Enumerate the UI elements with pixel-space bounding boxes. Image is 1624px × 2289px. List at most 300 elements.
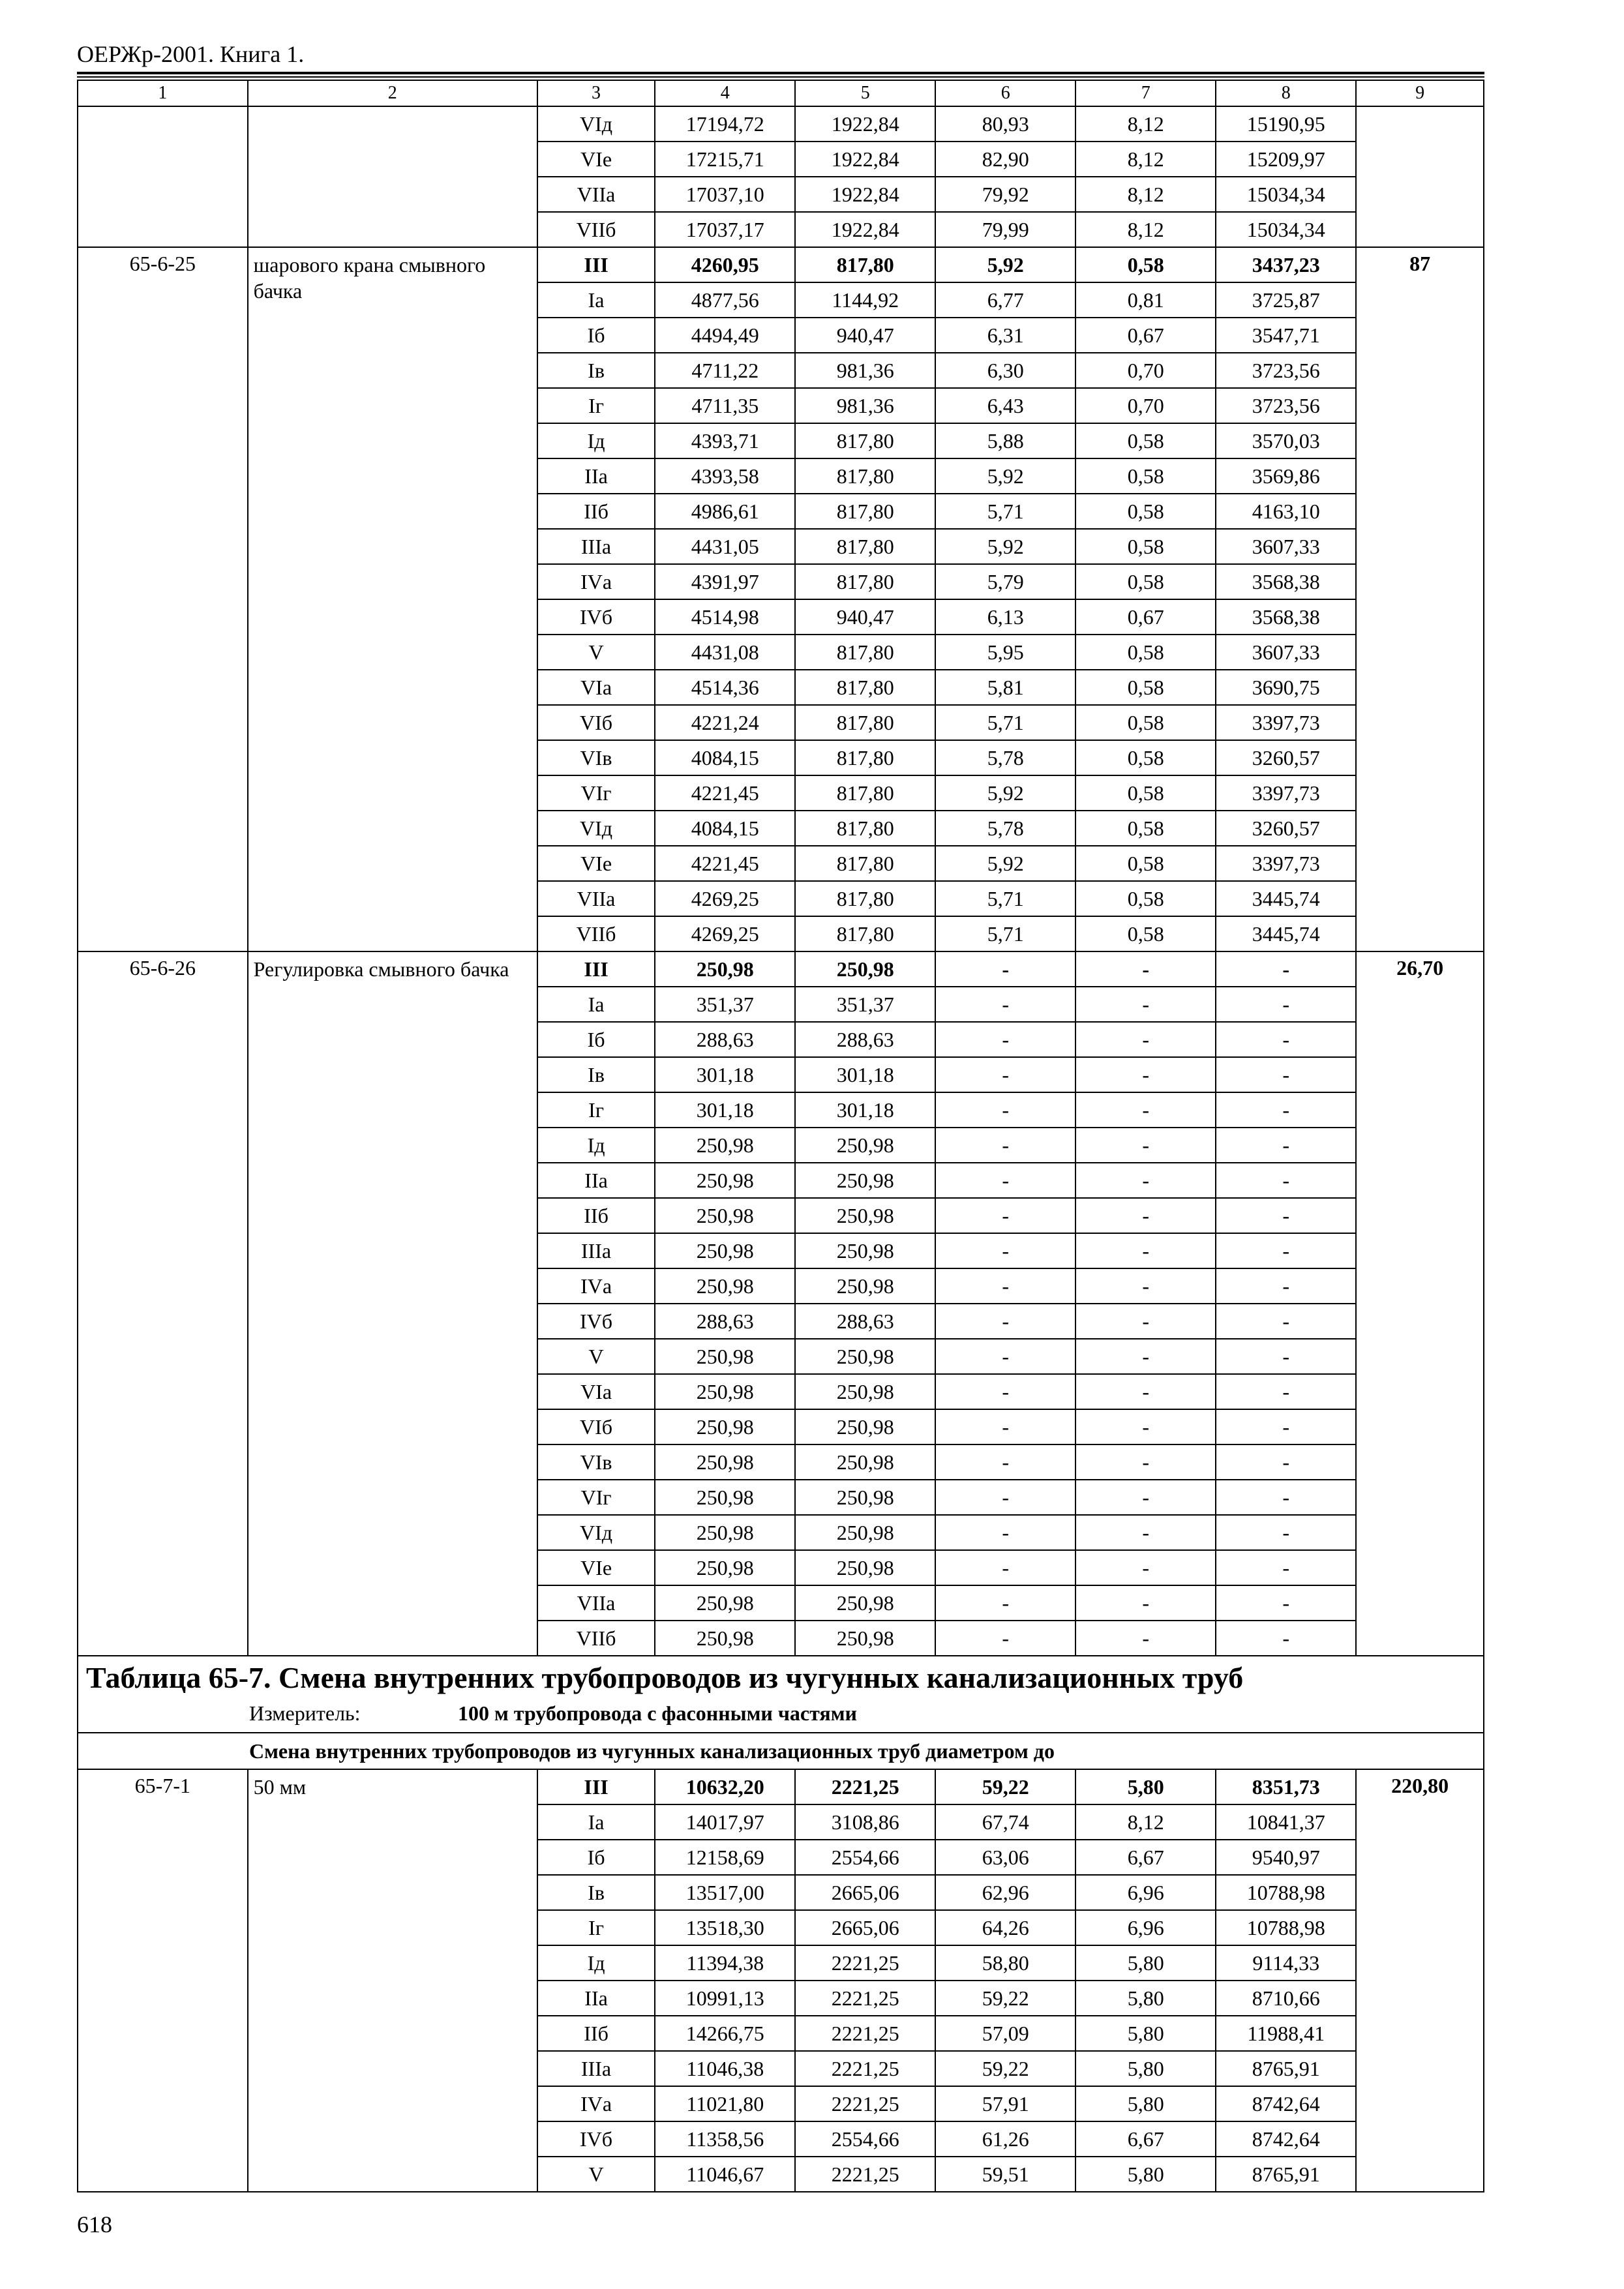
table-row [78, 951, 1484, 987]
value-cell: 4431,05 [655, 529, 795, 564]
value-cell: 250,98 [655, 1268, 795, 1304]
value-cell: 250,98 [795, 1128, 935, 1163]
zone-cell: VIIа [537, 881, 655, 916]
zone-cell: VIв [537, 740, 655, 775]
value-cell: 4221,24 [655, 705, 795, 740]
value-cell: - [935, 1304, 1075, 1339]
value-cell: 15190,95 [1216, 106, 1356, 142]
value-cell: 250,98 [655, 1374, 795, 1409]
value-cell: 817,80 [795, 740, 935, 775]
value-cell: 1922,84 [795, 142, 935, 177]
value-cell: 3569,86 [1216, 458, 1356, 494]
value-cell: 4711,35 [655, 388, 795, 423]
value-cell: 8,12 [1075, 177, 1216, 212]
zone-cell: Iв [537, 1057, 655, 1092]
value-cell: 3397,73 [1216, 846, 1356, 881]
value-cell: 3570,03 [1216, 423, 1356, 458]
value-cell: - [1216, 987, 1356, 1022]
value-cell: 5,92 [935, 458, 1075, 494]
value-cell: 3568,38 [1216, 599, 1356, 635]
value-cell: - [935, 1233, 1075, 1268]
value-cell: 981,36 [795, 388, 935, 423]
value-cell: 3690,75 [1216, 670, 1356, 705]
value-cell: 0,58 [1075, 564, 1216, 599]
value-cell: 3445,74 [1216, 881, 1356, 916]
subtitle: Смена внутренних трубопроводов из чугунных канализационных труб диаметром до [78, 1733, 1484, 1769]
zone-cell: VIе [537, 846, 655, 881]
zone-cell: Iг [537, 388, 655, 423]
value-cell: 4221,45 [655, 846, 795, 881]
value-cell: 0,58 [1075, 881, 1216, 916]
value-cell: 4431,08 [655, 635, 795, 670]
zone-cell: VIIа [537, 1585, 655, 1621]
value-cell: 2221,25 [795, 2157, 935, 2192]
zone-cell: VIа [537, 670, 655, 705]
value-cell: - [1075, 1022, 1216, 1057]
value-cell: 4393,58 [655, 458, 795, 494]
value-cell: - [1216, 1621, 1356, 1656]
value-cell: 5,88 [935, 423, 1075, 458]
value-cell: 250,98 [795, 1444, 935, 1480]
value-cell: - [1075, 1339, 1216, 1374]
zone-cell: VIе [537, 1550, 655, 1585]
value-cell: 3723,56 [1216, 353, 1356, 388]
value-cell: 1922,84 [795, 212, 935, 247]
value-cell: 2665,06 [795, 1910, 935, 1945]
zone-cell: III [537, 247, 655, 282]
value-cell: 250,98 [795, 1198, 935, 1233]
value-cell: 11021,80 [655, 2086, 795, 2121]
value-cell: - [935, 1585, 1075, 1621]
value-cell: 250,98 [795, 1621, 935, 1656]
value-cell: 817,80 [795, 916, 935, 951]
value-cell: 0,58 [1075, 494, 1216, 529]
zone-cell: Iа [537, 987, 655, 1022]
zone-cell: Iв [537, 353, 655, 388]
value-cell: - [935, 1092, 1075, 1128]
value-cell: - [1216, 1057, 1356, 1092]
value-cell: 981,36 [795, 353, 935, 388]
value-cell: 0,58 [1075, 423, 1216, 458]
value-cell: 817,80 [795, 564, 935, 599]
value-cell: 59,22 [935, 1769, 1075, 1804]
value-cell: 817,80 [795, 247, 935, 282]
value-cell: 288,63 [795, 1022, 935, 1057]
zone-cell: Iг [537, 1092, 655, 1128]
value-cell: - [935, 951, 1075, 987]
value-cell: 817,80 [795, 670, 935, 705]
measure-line [86, 1701, 1483, 1726]
value-cell: - [1216, 951, 1356, 987]
value-cell: 6,67 [1075, 1840, 1216, 1875]
value-cell: 250,98 [795, 1268, 935, 1304]
value-cell: 14266,75 [655, 2016, 795, 2051]
value-cell: - [1075, 1550, 1216, 1585]
value-cell: 3397,73 [1216, 775, 1356, 811]
header-rule-thin [77, 76, 1484, 78]
rates-table [77, 80, 1484, 2192]
page-number: 618 [77, 2211, 112, 2237]
value-cell: 817,80 [795, 529, 935, 564]
value-cell: - [1075, 1304, 1216, 1339]
value-cell: 64,26 [935, 1910, 1075, 1945]
value-cell: - [1075, 987, 1216, 1022]
value-cell: 250,98 [795, 951, 935, 987]
value-cell: 8,12 [1075, 142, 1216, 177]
zone-cell: IIIа [537, 529, 655, 564]
value-cell: 351,37 [795, 987, 935, 1022]
value-cell: - [1075, 1057, 1216, 1092]
zone-cell: VIIб [537, 212, 655, 247]
value-cell: - [1216, 1092, 1356, 1128]
value-cell: 59,51 [935, 2157, 1075, 2192]
value-cell: 80,93 [935, 106, 1075, 142]
value-cell: - [1075, 1621, 1216, 1656]
value-cell: 61,26 [935, 2121, 1075, 2157]
value-cell: 3260,57 [1216, 740, 1356, 775]
value-cell: 250,98 [795, 1233, 935, 1268]
zone-cell: IIа [537, 458, 655, 494]
value-cell: 0,58 [1075, 811, 1216, 846]
value-cell: 817,80 [795, 494, 935, 529]
value-cell: - [1075, 951, 1216, 987]
value-cell: 4514,36 [655, 670, 795, 705]
value-cell: - [1075, 1374, 1216, 1409]
value-cell: 10632,20 [655, 1769, 795, 1804]
value-cell: - [935, 1022, 1075, 1057]
value-cell: 5,79 [935, 564, 1075, 599]
value-cell: 8765,91 [1216, 2157, 1356, 2192]
value-cell: 12158,69 [655, 1840, 795, 1875]
column-number: 1 [78, 80, 248, 106]
value-cell: 8351,73 [1216, 1769, 1356, 1804]
value-cell: 6,96 [1075, 1910, 1216, 1945]
value-cell: 15034,34 [1216, 212, 1356, 247]
zone-cell: VIг [537, 1480, 655, 1515]
zone-cell: VIв [537, 1444, 655, 1480]
value-cell: 2221,25 [795, 2086, 935, 2121]
zone-cell: Iг [537, 1910, 655, 1945]
value-cell: 58,80 [935, 1945, 1075, 1981]
value-cell: 6,67 [1075, 2121, 1216, 2157]
value-cell: 250,98 [655, 1128, 795, 1163]
value-cell: 63,06 [935, 1840, 1075, 1875]
value-cell: 10788,98 [1216, 1875, 1356, 1910]
value-cell: - [1075, 1480, 1216, 1515]
value-cell: 0,70 [1075, 388, 1216, 423]
value-cell: 817,80 [795, 705, 935, 740]
table-title-cell [78, 1656, 1484, 1733]
name-cell: 50 мм [248, 1769, 537, 2192]
value-cell: 288,63 [655, 1304, 795, 1339]
value-cell: 4269,25 [655, 916, 795, 951]
value-cell: 301,18 [795, 1057, 935, 1092]
column-number: 8 [1216, 80, 1356, 106]
value-cell: 817,80 [795, 881, 935, 916]
value-cell: 301,18 [655, 1092, 795, 1128]
zone-cell: Iд [537, 1945, 655, 1981]
value-cell: 17215,71 [655, 142, 795, 177]
value-cell: 351,37 [655, 987, 795, 1022]
value-cell: 13517,00 [655, 1875, 795, 1910]
value-cell: 5,92 [935, 846, 1075, 881]
value-cell: 250,98 [655, 1444, 795, 1480]
table-row [78, 247, 1484, 282]
value-cell: 3397,73 [1216, 705, 1356, 740]
column-number: 5 [795, 80, 935, 106]
name-cell: шарового крана смывного бачка [248, 247, 537, 951]
value-cell: 0,58 [1075, 458, 1216, 494]
value-cell: 1922,84 [795, 106, 935, 142]
value-cell: - [935, 1268, 1075, 1304]
value-cell: 11394,38 [655, 1945, 795, 1981]
value-cell: 0,81 [1075, 282, 1216, 318]
zone-cell: IIIа [537, 2051, 655, 2086]
zone-cell: VIд [537, 1515, 655, 1550]
value-cell: 5,78 [935, 811, 1075, 846]
column-number: 9 [1356, 80, 1484, 106]
value-cell: 1922,84 [795, 177, 935, 212]
column-number: 2 [248, 80, 537, 106]
value-cell: - [1216, 1198, 1356, 1233]
value-cell: 250,98 [795, 1374, 935, 1409]
zone-cell: Iб [537, 318, 655, 353]
value-cell: 250,98 [795, 1585, 935, 1621]
value-cell: - [1075, 1092, 1216, 1128]
value-cell: - [935, 1057, 1075, 1092]
table-row [78, 106, 1484, 142]
zone-cell: VIд [537, 811, 655, 846]
zone-cell: V [537, 635, 655, 670]
value-cell: - [1216, 1374, 1356, 1409]
value-cell: 2221,25 [795, 1769, 935, 1804]
value-cell: 15034,34 [1216, 177, 1356, 212]
name-cell [248, 106, 537, 247]
value-cell: 5,95 [935, 635, 1075, 670]
value-cell: 4986,61 [655, 494, 795, 529]
value-cell: - [1216, 1304, 1356, 1339]
value-cell: 817,80 [795, 423, 935, 458]
value-cell: 0,58 [1075, 775, 1216, 811]
value-cell: 4084,15 [655, 811, 795, 846]
zone-cell: V [537, 2157, 655, 2192]
value-cell: 250,98 [655, 1585, 795, 1621]
zone-cell: IIб [537, 1198, 655, 1233]
value-cell: 5,92 [935, 775, 1075, 811]
value-cell: 4494,49 [655, 318, 795, 353]
value-cell: - [1216, 1339, 1356, 1374]
column-number: 4 [655, 80, 795, 106]
value-cell: 59,22 [935, 2051, 1075, 2086]
value-cell: 4391,97 [655, 564, 795, 599]
value-cell: 817,80 [795, 458, 935, 494]
name-cell: Регулировка смывного бачка [248, 951, 537, 1656]
value-cell: 301,18 [655, 1057, 795, 1092]
value-cell: 0,67 [1075, 599, 1216, 635]
value-cell: - [1216, 1268, 1356, 1304]
zone-cell: Iд [537, 423, 655, 458]
column-number-row [78, 80, 1484, 106]
value-cell: 10841,37 [1216, 1804, 1356, 1840]
zone-cell: Iа [537, 1804, 655, 1840]
value-cell: 817,80 [795, 635, 935, 670]
value-cell: 5,80 [1075, 1769, 1216, 1804]
value-cell: 62,96 [935, 1875, 1075, 1910]
measure-label: Измеритель: [249, 1701, 361, 1725]
value-cell: 3547,71 [1216, 318, 1356, 353]
value-cell: 5,78 [935, 740, 1075, 775]
value-cell: 4877,56 [655, 282, 795, 318]
column-number: 7 [1075, 80, 1216, 106]
value-cell: - [935, 1444, 1075, 1480]
value-cell: 0,58 [1075, 740, 1216, 775]
value-cell: 0,58 [1075, 635, 1216, 670]
value-cell: 4084,15 [655, 740, 795, 775]
value-cell: 5,80 [1075, 2051, 1216, 2086]
zone-cell: Iб [537, 1022, 655, 1057]
column-number: 3 [537, 80, 655, 106]
value-cell: 3445,74 [1216, 916, 1356, 951]
value-cell: 3607,33 [1216, 529, 1356, 564]
value-cell: 8742,64 [1216, 2121, 1356, 2157]
value-cell: 1144,92 [795, 282, 935, 318]
code-cell: 65-6-26 [78, 951, 248, 1656]
value-cell: 5,71 [935, 916, 1075, 951]
zone-cell: V [537, 1339, 655, 1374]
value-cell: 8742,64 [1216, 2086, 1356, 2121]
value-cell: 3437,23 [1216, 247, 1356, 282]
value-cell: 0,58 [1075, 670, 1216, 705]
value-cell: 250,98 [655, 1480, 795, 1515]
value-cell: 57,91 [935, 2086, 1075, 2121]
value-cell: 8,12 [1075, 106, 1216, 142]
value-cell: - [1216, 1163, 1356, 1198]
value-cell: 0,67 [1075, 318, 1216, 353]
value-cell: 250,98 [795, 1409, 935, 1444]
value-cell: 9540,97 [1216, 1840, 1356, 1875]
value-cell: 3108,86 [795, 1804, 935, 1840]
value-cell: 2221,25 [795, 2016, 935, 2051]
value-cell: 79,99 [935, 212, 1075, 247]
value-cell: 250,98 [795, 1480, 935, 1515]
value-cell: 4260,95 [655, 247, 795, 282]
value-cell: 817,80 [795, 811, 935, 846]
zone-cell: IVб [537, 2121, 655, 2157]
value-cell: - [935, 1515, 1075, 1550]
value-cell: - [935, 1480, 1075, 1515]
value-cell: 5,80 [1075, 2157, 1216, 2192]
rates-table-body [78, 80, 1484, 2192]
value-cell: 4393,71 [655, 423, 795, 458]
zone-cell: VIб [537, 705, 655, 740]
value-cell: 4163,10 [1216, 494, 1356, 529]
value-cell: - [1075, 1198, 1216, 1233]
value-cell: 8,12 [1075, 212, 1216, 247]
norm-cell [1356, 106, 1484, 247]
value-cell: - [1075, 1163, 1216, 1198]
zone-cell: VIб [537, 1409, 655, 1444]
value-cell: - [1075, 1444, 1216, 1480]
value-cell: 5,80 [1075, 1981, 1216, 2016]
value-cell: 11988,41 [1216, 2016, 1356, 2051]
zone-cell: VIд [537, 106, 655, 142]
zone-cell: Iа [537, 282, 655, 318]
value-cell: 2554,66 [795, 1840, 935, 1875]
value-cell: 2554,66 [795, 2121, 935, 2157]
value-cell: - [1075, 1233, 1216, 1268]
zone-cell: VIIб [537, 916, 655, 951]
zone-cell: IVа [537, 564, 655, 599]
value-cell: - [1216, 1444, 1356, 1480]
value-cell: 940,47 [795, 599, 935, 635]
subtitle-row [78, 1733, 1484, 1769]
value-cell: - [1216, 1550, 1356, 1585]
value-cell: 4514,98 [655, 599, 795, 635]
zone-cell: VIIа [537, 177, 655, 212]
table-row [78, 1769, 1484, 1804]
value-cell: 2221,25 [795, 1945, 935, 1981]
value-cell: - [935, 1621, 1075, 1656]
value-cell: 4269,25 [655, 881, 795, 916]
value-cell: 0,58 [1075, 247, 1216, 282]
value-cell: 250,98 [795, 1550, 935, 1585]
value-cell: - [935, 987, 1075, 1022]
value-cell: 5,71 [935, 494, 1075, 529]
value-cell: - [1075, 1128, 1216, 1163]
code-cell: 65-7-1 [78, 1769, 248, 2192]
value-cell: 6,31 [935, 318, 1075, 353]
zone-cell: IVб [537, 599, 655, 635]
value-cell: 250,98 [655, 1198, 795, 1233]
zone-cell: IIа [537, 1163, 655, 1198]
value-cell: 6,96 [1075, 1875, 1216, 1910]
value-cell: 250,98 [795, 1163, 935, 1198]
value-cell: 4711,22 [655, 353, 795, 388]
value-cell: - [1075, 1409, 1216, 1444]
value-cell: 17194,72 [655, 106, 795, 142]
measure-value: 100 м трубопровода с фасонными частями [458, 1701, 857, 1725]
value-cell: 250,98 [795, 1515, 935, 1550]
value-cell: 817,80 [795, 775, 935, 811]
value-cell: - [935, 1374, 1075, 1409]
value-cell: 11046,67 [655, 2157, 795, 2192]
code-cell: 65-6-25 [78, 247, 248, 951]
value-cell: 5,71 [935, 705, 1075, 740]
header-rule [77, 72, 1484, 74]
value-cell: 8710,66 [1216, 1981, 1356, 2016]
value-cell: 3725,87 [1216, 282, 1356, 318]
value-cell: - [1216, 1585, 1356, 1621]
value-cell: 79,92 [935, 177, 1075, 212]
value-cell: 250,98 [655, 951, 795, 987]
value-cell: 0,58 [1075, 705, 1216, 740]
value-cell: 8,12 [1075, 1804, 1216, 1840]
value-cell: - [1216, 1515, 1356, 1550]
value-cell: 0,58 [1075, 846, 1216, 881]
value-cell: 57,09 [935, 2016, 1075, 2051]
value-cell: 10991,13 [655, 1981, 795, 2016]
value-cell: - [1216, 1409, 1356, 1444]
zone-cell: III [537, 1769, 655, 1804]
norm-cell: 87 [1356, 247, 1484, 951]
value-cell: 301,18 [795, 1092, 935, 1128]
value-cell: 0,58 [1075, 916, 1216, 951]
value-cell: 4221,45 [655, 775, 795, 811]
norm-cell: 220,80 [1356, 1769, 1484, 2192]
value-cell: 250,98 [655, 1339, 795, 1374]
value-cell: 11358,56 [655, 2121, 795, 2157]
zone-cell: Iд [537, 1128, 655, 1163]
